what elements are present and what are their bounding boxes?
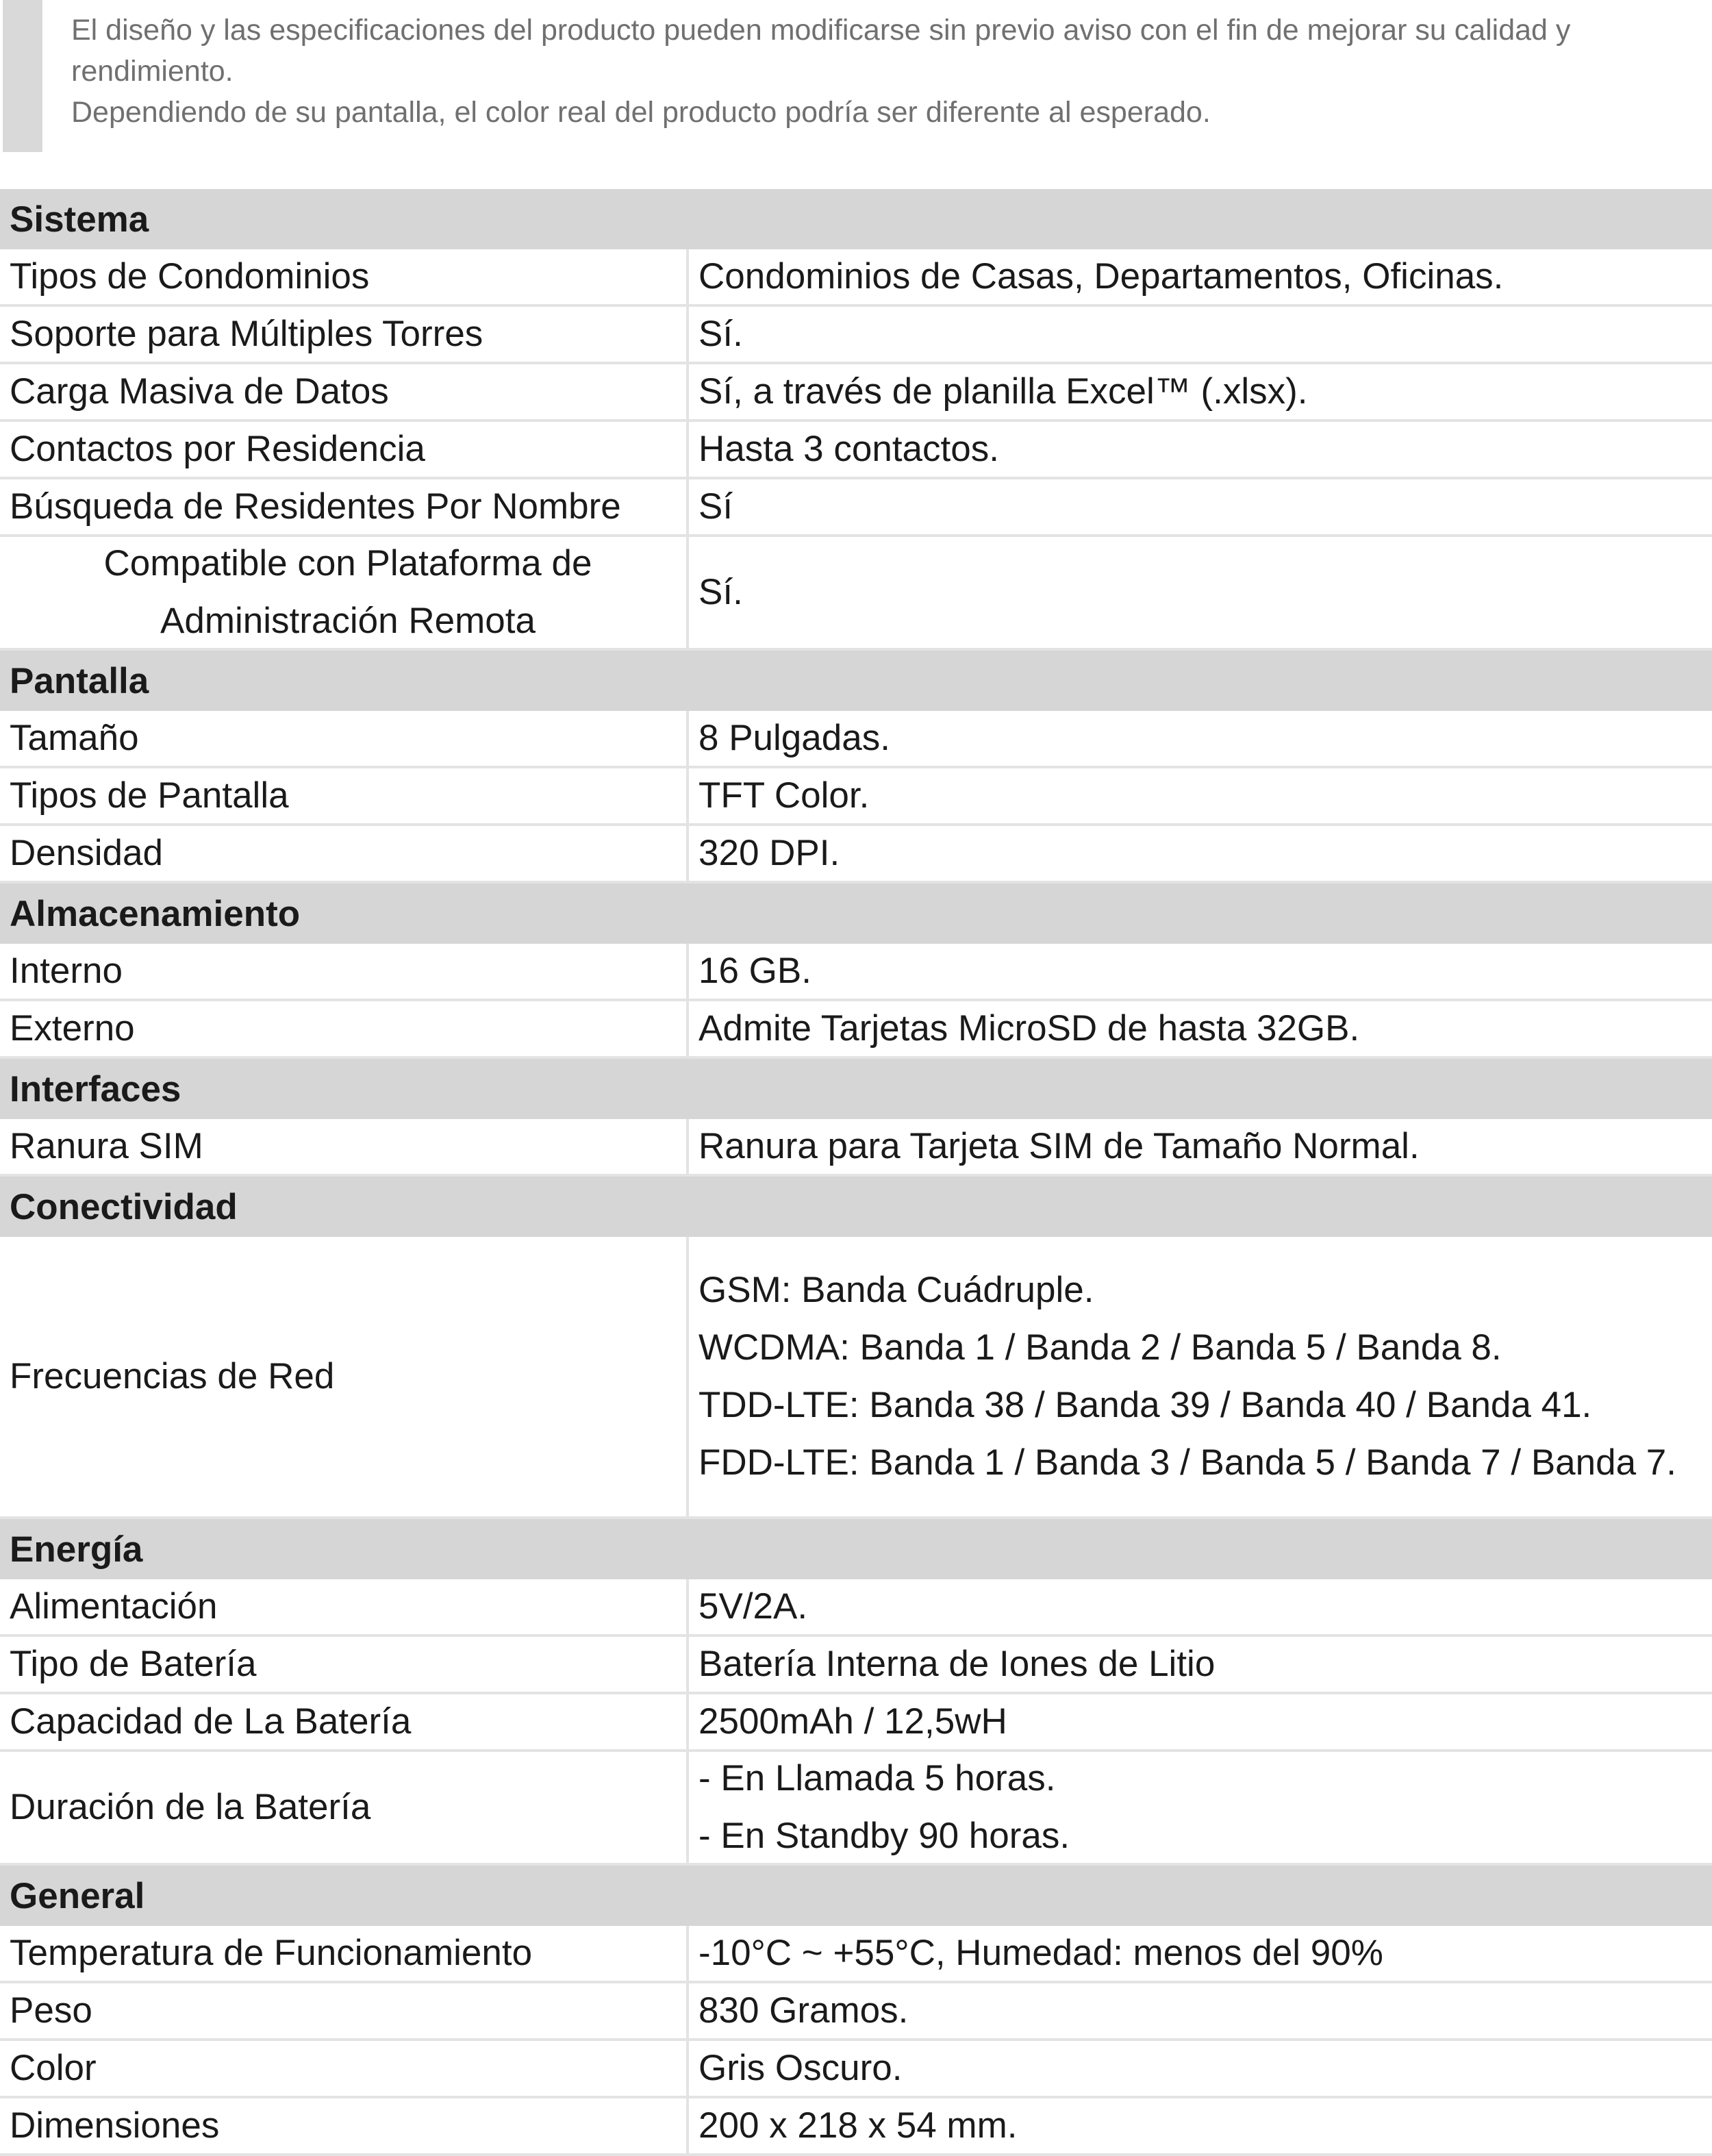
- table-row: [0, 1001, 1712, 1059]
- disclaimer-notice: [0, 0, 1712, 152]
- spec-value-line: - En Standby 90 horas.: [698, 1816, 1070, 1856]
- section-title: General: [10, 1875, 145, 1916]
- table-row: [0, 2098, 1712, 2156]
- spec-value: Admite Tarjetas MicroSD de hasta 32GB.: [698, 1008, 1360, 1049]
- table-row: [0, 479, 1712, 537]
- spec-label: Tipo de Batería: [0, 1637, 689, 1692]
- spec-label: Contactos por Residencia: [0, 422, 689, 477]
- spec-value: Gris Oscuro.: [698, 2048, 903, 2088]
- section-header-interfaces: [0, 1059, 1712, 1119]
- section-header-sistema: [0, 189, 1712, 249]
- spec-label: Carga Masiva de Datos: [0, 364, 689, 419]
- section-header-almacenamiento: [0, 883, 1712, 944]
- spec-label: Tipos de Condominios: [0, 249, 689, 304]
- table-row: [0, 768, 1712, 826]
- spec-value-line: WCDMA: Banda 1 / Banda 2 / Banda 5 / Banda 8.: [698, 1327, 1502, 1368]
- notice-line: Dependiendo de su pantalla, el color real del producto podría ser diferente al esperado.: [71, 96, 1211, 129]
- section-title: Conectividad: [10, 1186, 238, 1227]
- spec-value: 320 DPI.: [698, 833, 840, 873]
- spec-value: 8 Pulgadas.: [698, 718, 890, 758]
- spec-label: Color: [0, 2041, 689, 2096]
- section-title: Energía: [10, 1529, 143, 1570]
- spec-label: Capacidad de La Batería: [0, 1694, 689, 1749]
- spec-label: Tamaño: [0, 711, 689, 766]
- spec-value: Sí.: [698, 314, 743, 354]
- table-row: [0, 422, 1712, 479]
- spec-value: 5V/2A.: [698, 1586, 808, 1627]
- spec-value: 200 x 218 x 54 mm.: [698, 2105, 1018, 2146]
- section-header-energia: [0, 1519, 1712, 1579]
- table-row: [0, 1694, 1712, 1752]
- spec-label: Dimensiones: [0, 2098, 689, 2153]
- section-header-general: [0, 1866, 1712, 1926]
- spec-label: Soporte para Múltiples Torres: [0, 307, 689, 362]
- spec-value: Condominios de Casas, Departamentos, Oficinas.: [698, 256, 1504, 297]
- spec-value: [689, 1262, 1712, 1492]
- spec-value: -10°C ~ +55°C, Humedad: menos del 90%: [698, 1933, 1383, 1973]
- spec-label: Ranura SIM: [0, 1119, 689, 1174]
- table-row: [0, 2041, 1712, 2098]
- section-header-conectividad: [0, 1177, 1712, 1237]
- table-row: [0, 364, 1712, 422]
- spec-value: [689, 1750, 1712, 1865]
- spec-value-line: - En Llamada 5 horas.: [698, 1758, 1056, 1798]
- section-title: Interfaces: [10, 1068, 181, 1110]
- spec-label: Frecuencias de Red: [0, 1237, 689, 1516]
- notice-text: [71, 10, 1680, 133]
- table-row: [0, 537, 1712, 651]
- notice-accent-bar: [3, 0, 42, 152]
- table-row: [0, 711, 1712, 768]
- table-row: [0, 1637, 1712, 1694]
- spec-value-line: GSM: Banda Cuádruple.: [698, 1270, 1094, 1310]
- section-title: Sistema: [10, 199, 149, 240]
- spec-value: Sí, a través de planilla Excel™ (.xlsx).: [698, 371, 1308, 412]
- spec-label: Peso: [0, 1983, 689, 2038]
- spec-value: Sí: [698, 486, 733, 527]
- table-row: [0, 1752, 1712, 1866]
- spec-value: 16 GB.: [698, 951, 811, 991]
- spec-label: Densidad: [0, 826, 689, 881]
- spec-label: Externo: [0, 1001, 689, 1056]
- spec-table: [0, 189, 1712, 2156]
- table-row: [0, 249, 1712, 307]
- spec-value: Hasta 3 contactos.: [698, 429, 999, 469]
- spec-label-line: Administración Remota: [160, 601, 536, 641]
- table-row: [0, 1926, 1712, 1983]
- section-title: Pantalla: [10, 660, 149, 701]
- spec-value: 830 Gramos.: [698, 1990, 909, 2031]
- notice-line: rendimiento.: [71, 55, 234, 88]
- spec-value-line: TDD-LTE: Banda 38 / Banda 39 / Banda 40 / Banda 41.: [698, 1385, 1592, 1425]
- table-row: [0, 826, 1712, 883]
- section-title: Almacenamiento: [10, 893, 301, 934]
- spec-value: Ranura para Tarjeta SIM de Tamaño Normal.: [698, 1126, 1420, 1166]
- spec-label: Temperatura de Funcionamiento: [0, 1926, 689, 1981]
- spec-label: Tipos de Pantalla: [0, 768, 689, 823]
- spec-label: Alimentación: [0, 1579, 689, 1634]
- section-header-pantalla: [0, 651, 1712, 711]
- spec-value-line: FDD-LTE: Banda 1 / Banda 3 / Banda 5 / Banda 7 / Banda 7.: [698, 1442, 1676, 1483]
- notice-line: El diseño y las especificaciones del producto pueden modificarse sin previo aviso con el fin de mejorar su calidad y: [71, 14, 1571, 47]
- spec-label: Duración de la Batería: [0, 1752, 689, 1863]
- spec-label-line: Compatible con Plataforma de: [103, 543, 592, 584]
- spec-value: Batería Interna de Iones de Litio: [698, 1644, 1216, 1684]
- table-row: [0, 307, 1712, 364]
- spec-value: 2500mAh / 12,5wH: [698, 1701, 1007, 1742]
- spec-value: TFT Color.: [698, 775, 870, 816]
- table-row: [0, 1119, 1712, 1177]
- spec-label: Interno: [0, 944, 689, 999]
- table-row: [0, 1579, 1712, 1637]
- spec-label: [0, 537, 689, 648]
- spec-value: Sí.: [698, 572, 743, 612]
- table-row: [0, 944, 1712, 1001]
- table-row: [0, 1983, 1712, 2041]
- table-row: [0, 1237, 1712, 1519]
- spec-label: Búsqueda de Residentes Por Nombre: [0, 479, 689, 534]
